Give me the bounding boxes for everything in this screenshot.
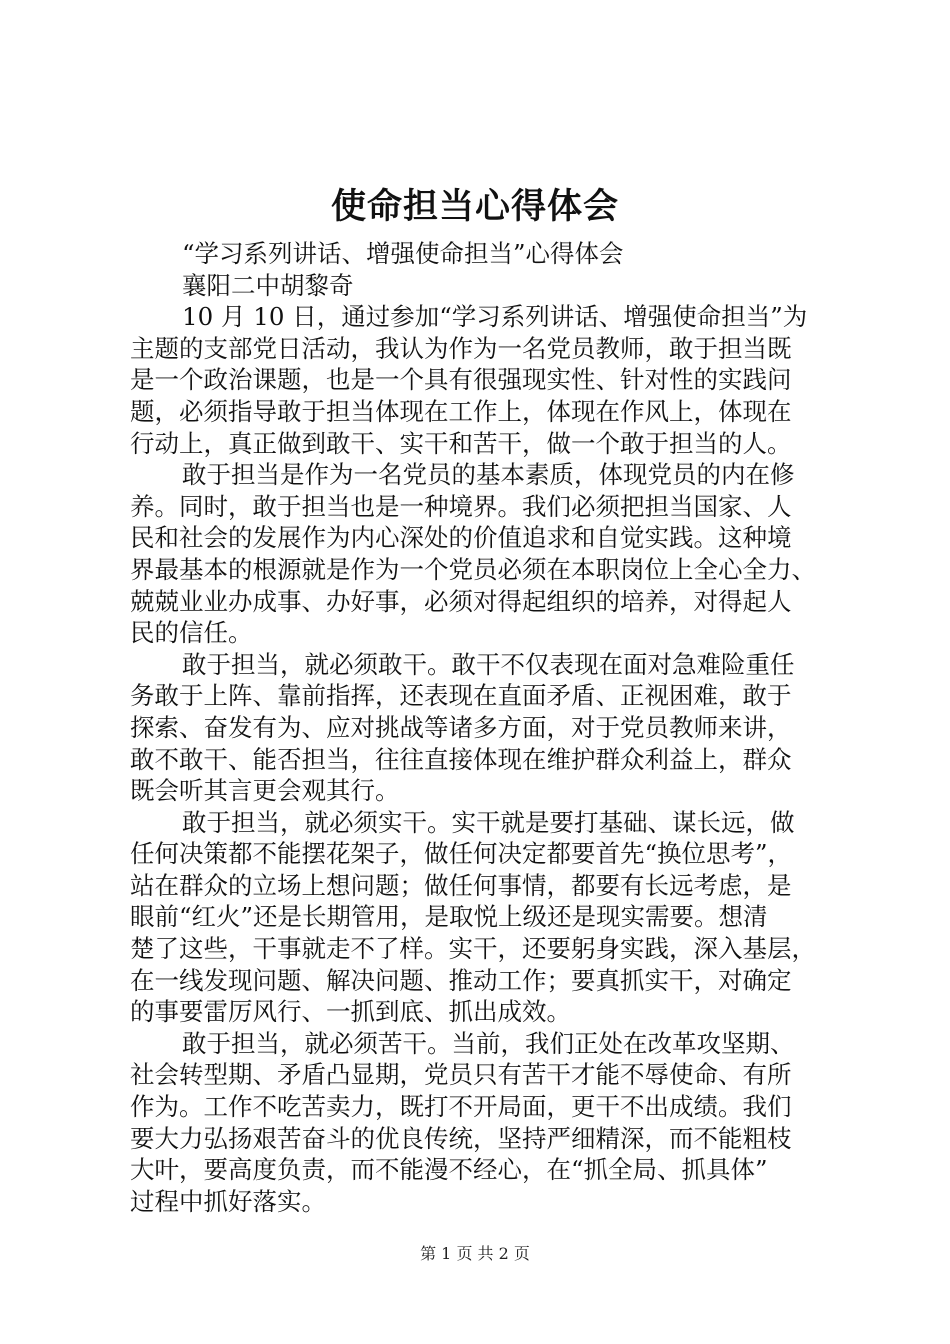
- paragraph-line: 是一个政治课题，也是一个具有很强现实性、针对性的实践问: [130, 365, 792, 395]
- document-body: [130, 238, 840, 1217]
- paragraph-line: 主题的支部党日活动，我认为作为一名党员教师，敢于担当既: [130, 333, 792, 363]
- paragraph-line: 社会转型期、矛盾凸显期，党员只有苦干才能不辱使命、有所: [130, 1060, 792, 1090]
- paragraph-line: 作为。工作不吃苦卖力，既打不开局面，更干不出成绩。我们: [130, 1092, 792, 1122]
- paragraph-line: 楚了这些，干事就走不了样。实干，还要躬身实践，深入基层，: [130, 934, 816, 964]
- paragraph: [130, 459, 840, 649]
- paragraph-line: 探索、奋发有为、应对挑战等诸多方面，对于党员教师来讲，: [130, 712, 792, 742]
- paragraph-line: 养。同时，敢于担当也是一种境界。我们必须把担当国家、人: [130, 491, 792, 521]
- paragraph-line: 务敢于上阵、靠前指挥，还表现在直面矛盾、正视困难，敢于: [130, 681, 792, 711]
- document-author: 襄阳二中胡黎奇: [182, 270, 354, 300]
- paragraph: [130, 1028, 840, 1218]
- paragraph-line: 敢于担当是作为一名党员的基本素质，体现党员的内在修: [182, 460, 795, 490]
- paragraph-line: 站在群众的立场上想问题；做任何事情，都要有长远考虑，是: [130, 870, 792, 900]
- document-subtitle: “学习系列讲话、增强使命担当”心得体会: [182, 239, 624, 268]
- paragraph-line: 兢兢业业办成事、办好事，必须对得起组织的培养，对得起人: [130, 586, 792, 616]
- paragraph: [130, 649, 840, 807]
- paragraph: [130, 301, 840, 459]
- paragraph-line: 在一线发现问题、解决问题、推动工作；要真抓实干，对确定: [130, 965, 792, 995]
- paragraph-line: 任何决策都不能摆花架子，做任何决定都要首先“换位思考”，: [130, 839, 793, 869]
- page-footer: 第 1 页 共 2 页: [420, 1244, 530, 1263]
- paragraph-line: 敢于担当，就必须实干。实干就是要打基础、谋长远，做: [182, 807, 795, 837]
- paragraph-line: 敢不敢干、能否担当，往往直接体现在维护群众利益上，群众: [130, 744, 792, 774]
- paragraph-line: 大叶，要高度负责，而不能漫不经心，在“抓全局、抓具体”: [130, 1155, 768, 1185]
- paragraph-line: 的事要雷厉风行、一抓到底、抓出成效。: [130, 997, 571, 1027]
- paragraph: [130, 807, 840, 1028]
- paragraph-line: 题，必须指导敢于担当体现在工作上，体现在作风上，体现在: [130, 396, 792, 426]
- paragraph-line: 行动上，真正做到敢干、实干和苦干，做一个敢于担当的人。: [130, 428, 792, 458]
- paragraph-container: [130, 301, 840, 1217]
- paragraph-line: 既会听其言更会观其行。: [130, 776, 400, 806]
- paragraph-line: 民的信任。: [130, 618, 253, 648]
- paragraph-line: 10 月 10 日，通过参加“学习系列讲话、增强使命担当”为: [182, 302, 808, 332]
- paragraph-line: 要大力弘扬艰苦奋斗的优良传统，坚持严细精深，而不能粗枝: [130, 1123, 792, 1153]
- paragraph-line: 敢于担当，就必须敢干。敢干不仅表现在面对急难险重任: [182, 649, 795, 679]
- paragraph-line: 界最基本的根源就是作为一个党员必须在本职岗位上全心全力、: [130, 554, 816, 584]
- document-title: 使命担当心得体会: [330, 186, 619, 227]
- paragraph-line: 民和社会的发展作为内心深处的价值追求和自觉实践。这种境: [130, 523, 792, 553]
- paragraph-line: 过程中抓好落实。: [130, 1186, 326, 1216]
- paragraph-line: 眼前“红火”还是长期管用，是取悦上级还是现实需要。想清: [130, 902, 768, 932]
- paragraph-line: 敢于担当，就必须苦干。当前，我们正处在改革攻坚期、: [182, 1028, 795, 1058]
